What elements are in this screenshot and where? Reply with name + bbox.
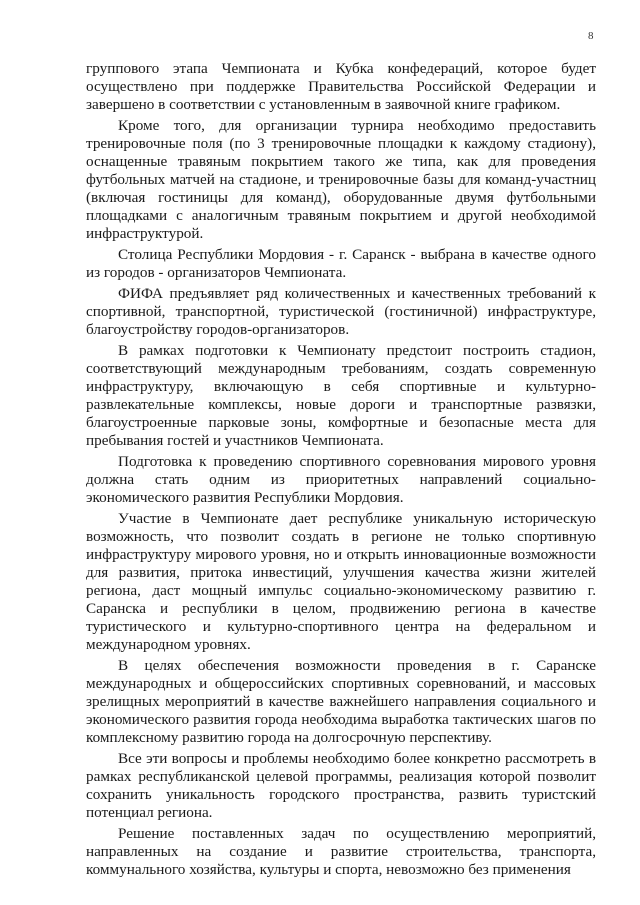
page-number: 8 <box>588 30 594 42</box>
paragraph-1: группового этапа Чемпионата и Кубка конфедераций, которое будет осуществлено при поддержке Правительства Российской Федерации и завершено в соответствии с установленным в заявочной книге графиком. <box>86 60 596 113</box>
paragraph-9: Все эти вопросы и проблемы необходимо более конкретно рассмотреть в рамках республиканской целевой программы, реализация которой позволит сохранить уникальность городского пространства, развить туристский потенциал региона. <box>86 750 596 821</box>
paragraph-4: ФИФА предъявляет ряд количественных и качественных требований к спортивной, транспортной, туристической (гостиничной) инфраструктуре, благоустройству городов-организаторов. <box>86 285 596 338</box>
paragraph-6: Подготовка к проведению спортивного соревнования мирового уровня должна стать одним из приоритетных направлений социально-экономического развития Республики Мордовия. <box>86 453 596 506</box>
document-body <box>86 60 596 882</box>
paragraph-8: В целях обеспечения возможности проведения в г. Саранске международных и общероссийских спортивных соревнований, и массовых зрелищных мероприятий в качестве важнейшего направления социального и экономического развития города необходима выработка тактических шагов по комплексному развитию города на долгосрочную перспективу. <box>86 657 596 746</box>
paragraph-10: Решение поставленных задач по осуществлению мероприятий, направленных на создание и развитие строительства, транспорта, коммунального хозяйства, культуры и спорта, невозможно без применения <box>86 825 596 878</box>
paragraph-3: Столица Республики Мордовия - г. Саранск - выбрана в качестве одного из городов - организаторов Чемпионата. <box>86 246 596 281</box>
paragraph-5: В рамках подготовки к Чемпионату предстоит построить стадион, соответствующий международным требованиям, создать современную инфраструктуру, включающую в себя спортивные и культурно-развлекательные комплексы, новые дороги и транспортные развязки, благоустроенные парковые зоны, комфортные и безопасные места для пребывания гостей и участников Чемпионата. <box>86 342 596 449</box>
paragraph-2: Кроме того, для организации турнира необходимо предоставить тренировочные поля (по 3 тренировочные площадки к каждому стадиону), оснащенные травяным покрытием такого же типа, как для проведения футбольных матчей на стадионе, и тренировочные базы для команд-участниц (включая гостиницы для команд), оборудованные двумя футбольными площадками с аналогичным травяным покрытием и другой необходимой инфраструктурой. <box>86 117 596 242</box>
paragraph-7: Участие в Чемпионате дает республике уникальную историческую возможность, что позволит создать в регионе не только спортивную инфраструктуру мирового уровня, но и открыть инновационные возможности для развития, притока инвестиций, улучшения качества жизни жителей региона, даст мощный импульс социально-экономическому развитию г. Саранска и республики в целом, продвижению региона в качестве туристического и культурно-спортивного центра на федеральном и международном уровнях. <box>86 510 596 653</box>
